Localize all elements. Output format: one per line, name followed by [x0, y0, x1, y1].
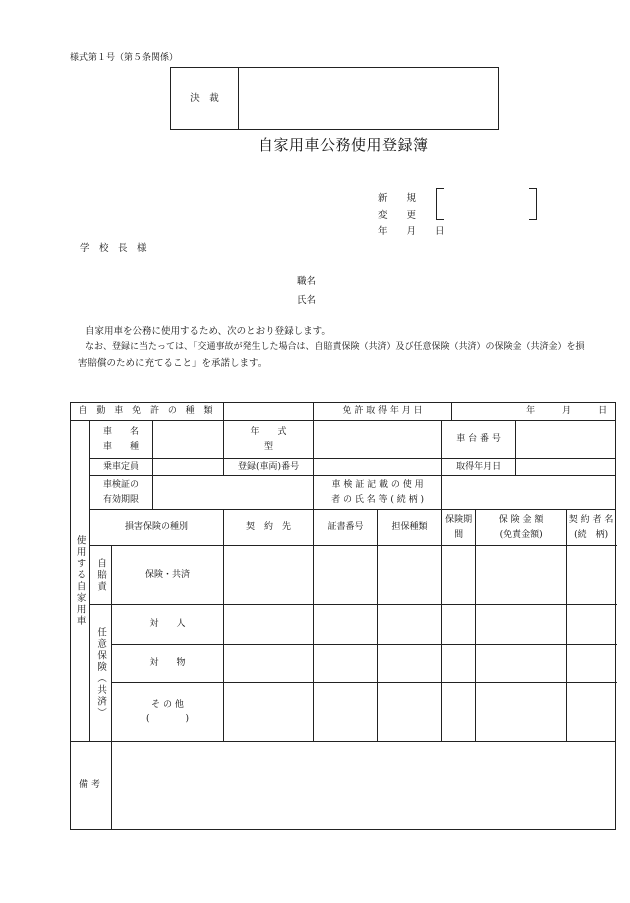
model-year-label-b: 型 — [264, 441, 274, 452]
remarks-value[interactable] — [112, 742, 616, 830]
person-contractor[interactable] — [224, 605, 314, 645]
owner-label-b: 者 の 氏 名 等 ( 続 柄 ) — [331, 494, 425, 505]
ins-mutual-label: 保険・共済 — [112, 546, 224, 605]
jibaiseki-amount[interactable] — [476, 546, 567, 605]
statement-line-1: 自家用車を公務に使用するため、次のとおり登録します。 — [85, 326, 331, 337]
status-date: 年 月 日 — [378, 226, 445, 237]
voluntary-label-text: 任意保険（共済） — [95, 627, 107, 719]
model-year-label-a: 年 式 — [250, 427, 287, 438]
car-name-label-a: 車 名 — [102, 427, 139, 438]
property-amount[interactable] — [476, 645, 567, 683]
person-label: 対 人 — [112, 605, 224, 645]
table-row — [71, 645, 616, 683]
amount-header — [476, 510, 567, 546]
license-type-label: 自 動 車 免 許 の 種 類 — [71, 403, 224, 421]
statement-line-2: なお、登録に当たっては、「交通事故が発生した場合は、自賠責保険（共済）及び任意保険（共済）の保険金（共済金）を損 — [85, 342, 585, 352]
section-label — [71, 421, 90, 742]
car-name-label — [90, 421, 153, 459]
property-coverage[interactable] — [378, 645, 442, 683]
inspection-label-b: 有効期限 — [102, 494, 139, 505]
statement-line-3: 害賠償のために充てること」を承諾します。 — [78, 358, 268, 369]
property-holder[interactable] — [567, 645, 616, 683]
form-number: 様式第１号（第５条関係） — [70, 53, 179, 63]
jibaiseki-coverage[interactable] — [378, 546, 442, 605]
addressee: 学 校 長 様 — [80, 243, 147, 254]
other-contractor[interactable] — [224, 683, 314, 742]
person-holder[interactable] — [567, 605, 616, 645]
person-cert-no[interactable] — [314, 605, 378, 645]
other-amount[interactable] — [476, 683, 567, 742]
owner-value[interactable] — [442, 476, 616, 510]
owner-label — [314, 476, 442, 510]
amount-header-a: 保 険 金 額 — [498, 515, 544, 526]
acq-date-value[interactable] — [516, 459, 616, 476]
jibaiseki-cert-no[interactable] — [314, 546, 378, 605]
table-row — [71, 546, 616, 605]
other-label — [112, 683, 224, 742]
car-name-label-b: 車 種 — [102, 441, 139, 452]
page-title: 自家用車公務使用登録簿 — [258, 136, 429, 154]
capacity-value[interactable] — [153, 459, 224, 476]
property-cert-no[interactable] — [314, 645, 378, 683]
holder-header-a: 契 約 者 名 — [568, 515, 614, 526]
jibaiseki-contractor[interactable] — [224, 546, 314, 605]
license-type-value[interactable] — [224, 403, 314, 421]
coverage-header: 担保種類 — [378, 510, 442, 546]
person-coverage[interactable] — [378, 605, 442, 645]
capacity-label: 乗車定員 — [90, 459, 153, 476]
license-date-value[interactable]: 年 月 日 — [452, 403, 616, 421]
approval-label: 決 裁 — [171, 68, 239, 129]
jibaiseki-period[interactable] — [442, 546, 476, 605]
status-change-label: 変 更 — [378, 210, 417, 221]
cert-no-header: 証書番号 — [314, 510, 378, 546]
other-label-b: ( ) — [146, 714, 190, 724]
person-amount[interactable] — [476, 605, 567, 645]
car-name-value[interactable] — [153, 421, 224, 459]
applicant-name-label: 氏名 — [297, 295, 317, 306]
section-label-text: 使用する自家用車 — [74, 535, 86, 627]
owner-label-a: 車 検 証 記 載 の 使 用 — [331, 480, 424, 491]
jibaiseki-label-text: 自賠責 — [95, 557, 107, 593]
person-period[interactable] — [442, 605, 476, 645]
holder-header — [567, 510, 616, 546]
other-cert-no[interactable] — [314, 683, 378, 742]
applicant-position-label: 職名 — [297, 276, 317, 287]
reg-no-value[interactable] — [314, 459, 442, 476]
chassis-no-label: 車 台 番 号 — [442, 421, 516, 459]
approval-box — [170, 67, 499, 130]
ins-type-header: 損害保険の種別 — [90, 510, 224, 546]
other-holder[interactable] — [567, 683, 616, 742]
property-contractor[interactable] — [224, 645, 314, 683]
holder-header-b: (続 柄) — [574, 529, 609, 540]
contractor-header: 契 約 先 — [224, 510, 314, 546]
bracket-right — [529, 188, 537, 220]
approval-stamp-area[interactable] — [239, 68, 498, 129]
remarks-label: 備考 — [71, 742, 112, 830]
chassis-no-value[interactable] — [516, 421, 616, 459]
model-year-value[interactable] — [314, 421, 442, 459]
registration-table — [70, 402, 616, 830]
license-date-label: 免 許 取 得 年 月 日 — [314, 403, 452, 421]
inspection-value[interactable] — [153, 476, 314, 510]
table-row — [71, 605, 616, 645]
amount-header-b: (免責金額) — [499, 529, 543, 540]
other-coverage[interactable] — [378, 683, 442, 742]
model-year-label — [224, 421, 314, 459]
property-label: 対 物 — [112, 645, 224, 683]
property-period[interactable] — [442, 645, 476, 683]
period-header: 保険期間 — [442, 510, 476, 546]
table-row — [71, 683, 616, 742]
acq-date-label: 取得年月日 — [442, 459, 516, 476]
bracket-left — [436, 188, 444, 220]
status-new-label: 新 規 — [378, 193, 417, 204]
voluntary-label — [90, 605, 112, 742]
other-label-a: そ の 他 — [151, 699, 184, 710]
reg-no-label: 登録(車両)番号 — [224, 459, 314, 476]
jibaiseki-holder[interactable] — [567, 546, 616, 605]
inspection-label — [90, 476, 153, 510]
inspection-label-a: 車検証の — [102, 480, 139, 491]
jibaiseki-label — [90, 546, 112, 605]
other-period[interactable] — [442, 683, 476, 742]
